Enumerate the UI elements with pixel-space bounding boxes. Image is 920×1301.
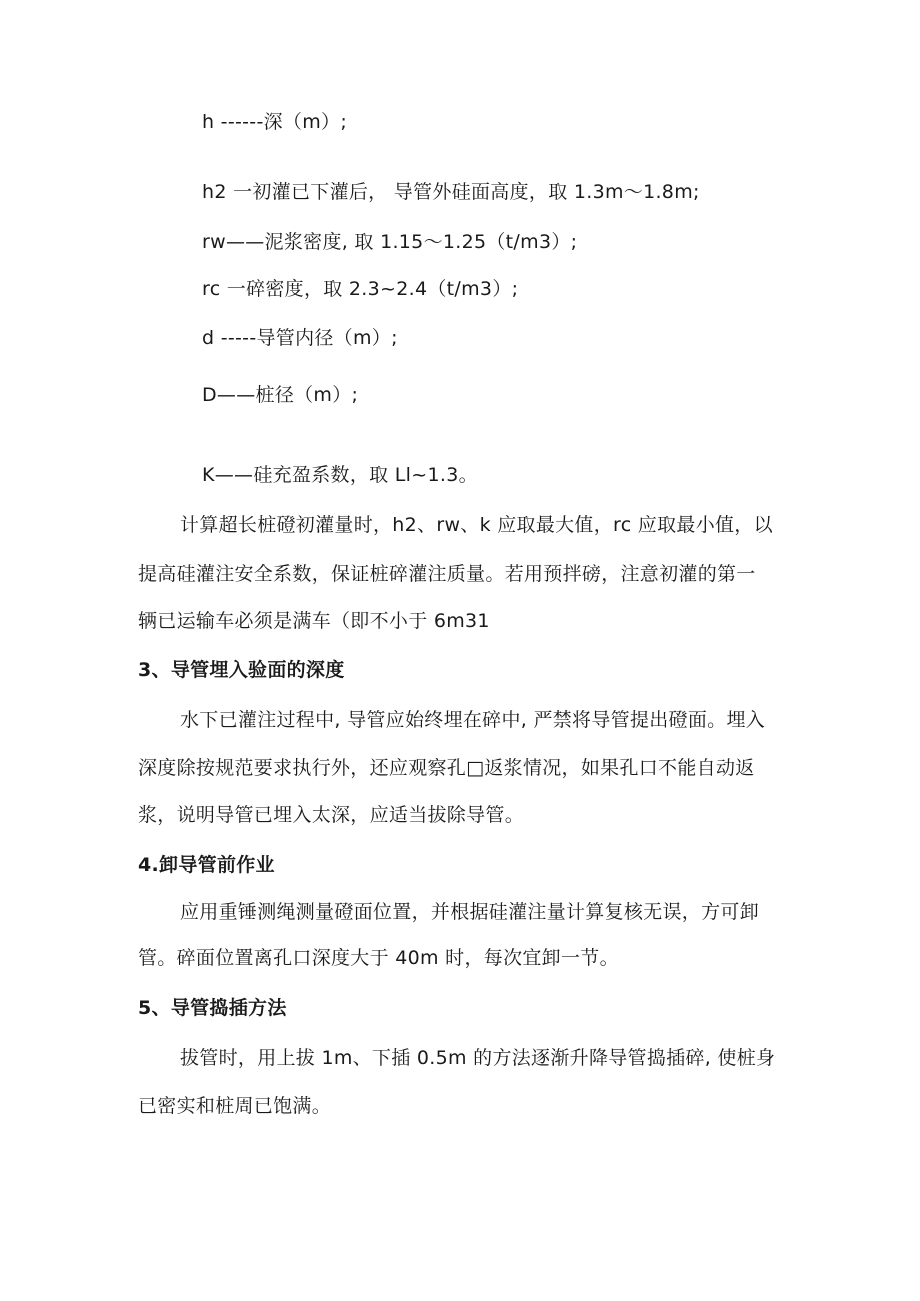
paragraph1-line: 计算超长桩磴初灌量时，h2、rw、k 应取最大值，rc 应取最小值，以 (180, 514, 773, 536)
section5-line: 拔管时，用上拔 1m、下插 0.5m 的方法逐渐升降导管捣插碎, 使桩身 (180, 1047, 776, 1069)
definition-rc: rc 一碎密度，取 2.3~2.4（t∕m3）; (202, 278, 519, 300)
section4-line: 应用重锤测绳测量磴面位置，并根据硅灌注量计算复核无误，方可卸 (180, 901, 760, 923)
paragraph1-line: 辆已运输车必须是满车（即不小于 6m31 (138, 610, 490, 632)
definition-rw: rw——泥浆密度, 取 1.15～1.25（t∕m3）; (202, 231, 578, 253)
definition-h2: h2 一初灌已下灌后， 导管外硅面高度，取 1.3m～1.8m; (202, 181, 700, 203)
paragraph1-line: 提高硅灌注安全系数，保证桩碎灌注质量。若用预拌磅，注意初灌的第一 (138, 563, 756, 585)
section3-line: 深度除按规范要求执行外，还应观察孔□返浆情况，如果孔口不能自动返 (138, 757, 755, 779)
section3-heading: 3、导管埋入验面的深度 (138, 659, 345, 681)
section3-line: 浆，说明导管已埋入太深，应适当拔除导管。 (138, 804, 525, 826)
definition-h: h ------深（m）; (202, 111, 348, 133)
section4-line: 管。碎面位置离孔口深度大于 40m 时，每次宜卸一节。 (138, 947, 619, 969)
definition-D: D——桩径（m）; (202, 384, 359, 406)
section3-line: 水下已灌注过程中, 导管应始终埋在碎中, 严禁将导管提出磴面。埋入 (180, 709, 766, 731)
section4-heading: 4.卸导管前作业 (138, 854, 275, 876)
definition-d: d -----导管内径（m）; (202, 327, 398, 349)
definition-K: K——硅充盈系数，取 Ll~1.3。 (202, 464, 478, 486)
section5-line: 已密实和桩周已饱满。 (138, 1095, 332, 1117)
section5-heading: 5、导管捣插方法 (138, 997, 287, 1019)
